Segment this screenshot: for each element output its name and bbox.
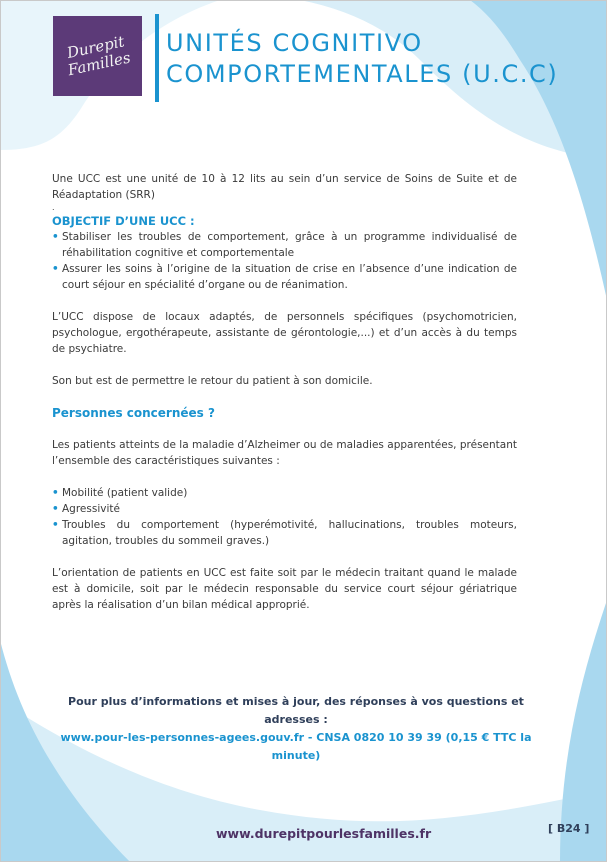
objective-list — [52, 229, 517, 293]
concerned-intro: Les patients atteints de la maladie d’Alzheimer ou de maladies apparentées, présentant l’ensemble des caractéristiques suivantes : — [52, 439, 517, 467]
orientation-paragraph: L’orientation de patients en UCC est faite soit par le médecin traitant quand le malade est à domicile, soit par le médecin responsable du service court séjour gériatrique après la réalisation d’un bilan médical approprié. — [52, 567, 517, 611]
main-content — [52, 171, 517, 613]
list-item: • Mobilité (patient valide) — [52, 485, 517, 501]
list-item: • Troubles du comportement (hyperémotivité, hallucinations, troubles moteurs, agitation, troubles du sommeil graves.) — [52, 517, 517, 549]
concerned-heading: Personnes concernées ? — [52, 406, 215, 420]
logo — [53, 16, 142, 96]
concerned-list — [52, 485, 517, 549]
objective-heading: OBJECTIF D’UNE UCC : — [52, 214, 195, 228]
list-item: • Agressivité — [52, 501, 517, 517]
list-item: • Stabiliser les troubles de comportement, grâce à un programme individualisé de réhabilitation cognitive et comportementale — [52, 229, 517, 261]
page-number: [ B24 ] — [548, 822, 590, 835]
footer-info-line-1: Pour plus d’informations et mises à jour, des réponses à vos questions et adresses : — [68, 695, 524, 726]
intro-paragraph: Une UCC est une unité de 10 à 12 lits au sein d’un service de Soins de Suite et de Réadaptation (SRR) — [52, 173, 517, 201]
title-line-2: COMPORTEMENTALES (U.C.C) — [166, 60, 559, 88]
separator-dot: . — [52, 203, 55, 212]
goal-paragraph: Son but est de permettre le retour du patient à son domicile. — [52, 375, 373, 387]
resources-paragraph: L’UCC dispose de locaux adaptés, de personnels spécifiques (psychomotricien, psychologue, ergothérapeute, assistante de gérontologie,...) et d’un accès à du temps de psychiatre. — [52, 311, 517, 355]
footer-info-link[interactable]: www.pour-les-personnes-agees.gouv.fr - CNSA 0820 10 39 39 (0,15 € TTC la minute) — [60, 731, 532, 762]
website-link[interactable]: www.durepitpourlesfamilles.fr — [216, 826, 432, 841]
footer-info — [46, 693, 546, 765]
list-item: • Assurer les soins à l’origine de la situation de crise en l’absence d’une indication de court séjour en spécialité d’organe ou de réanimation. — [52, 261, 517, 293]
logo-text: Durepit Familles — [65, 32, 133, 80]
title-accent-bar — [155, 14, 159, 102]
title-line-1: UNITÉS COGNITIVO — [166, 29, 423, 57]
page-title — [166, 28, 558, 90]
